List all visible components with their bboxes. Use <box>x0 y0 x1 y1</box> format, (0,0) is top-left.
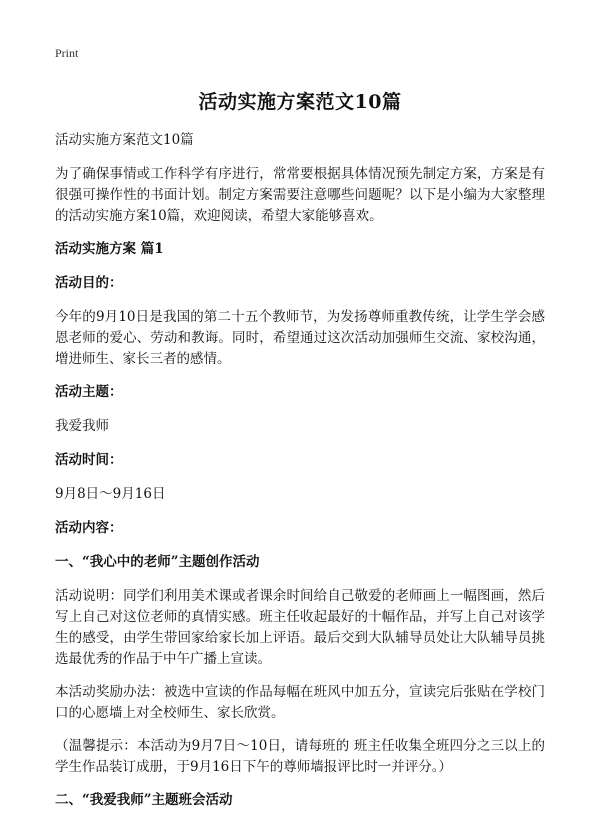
time-text: 9月8日～9月16日 <box>55 486 166 502</box>
content-label: 活动内容： <box>55 520 123 536</box>
item1-note: （温馨提示：本活动为9月7日～10日，请每班的 班主任收集全班四分之三以上的学生作品装订成册，于9月16日下午的尊师墙报评比时一并评分。） <box>55 738 545 775</box>
purpose-text: 今年的9月10日是我国的第二十五个教师节，为发扬尊师重教传统，让学生学会感恩老师的爱心、劳动和教诲。同时，希望通过这次活动加强师生交流、家校沟通，增进师生、家长三者的感情。 <box>55 309 545 367</box>
item1-reward: 本活动奖励办法：被选中宣读的作品每幅在班风中加五分，宣读完后张贴在学校门口的心愿墙上对全校师生、家长欣赏。 <box>55 684 545 721</box>
theme-text: 我爱我师 <box>55 418 109 434</box>
item1-title: 一、“我心中的老师”主题创作活动 <box>55 554 260 570</box>
document-title: 活动实施方案范文10篇 <box>198 91 402 113</box>
item1-description: 活动说明：同学们利用美术课或者课余时间给自己敬爱的老师画上一幅图画，然后写上自己对这位老师的真情实感。班主任收起最好的十幅作品，并写上自己对该学生的感受，由学生带回家给家长加上评语。最后交到大队辅导员处让大队辅导员挑选最优秀的作品于中午广播上宣读。 <box>55 588 545 667</box>
purpose-label: 活动目的： <box>55 275 123 291</box>
document-subtitle: 活动实施方案范文10篇 <box>55 132 194 148</box>
section-title: 活动实施方案 篇1 <box>55 241 164 257</box>
item2-title: 二、“我爱我师”主题班会活动 <box>55 792 233 808</box>
intro-paragraph: 为了确保事情或工作科学有序进行，常常要根据具体情况预先制定方案，方案是有很强可操作性的书面计划。制定方案需要注意哪些问题呢？以下是小编为大家整理的活动实施方案10篇，欢迎阅读，希望大家能够喜欢。 <box>55 166 545 224</box>
print-label[interactable]: Print <box>55 46 79 60</box>
theme-label: 活动主题： <box>55 384 123 400</box>
time-label: 活动时间： <box>55 452 123 468</box>
